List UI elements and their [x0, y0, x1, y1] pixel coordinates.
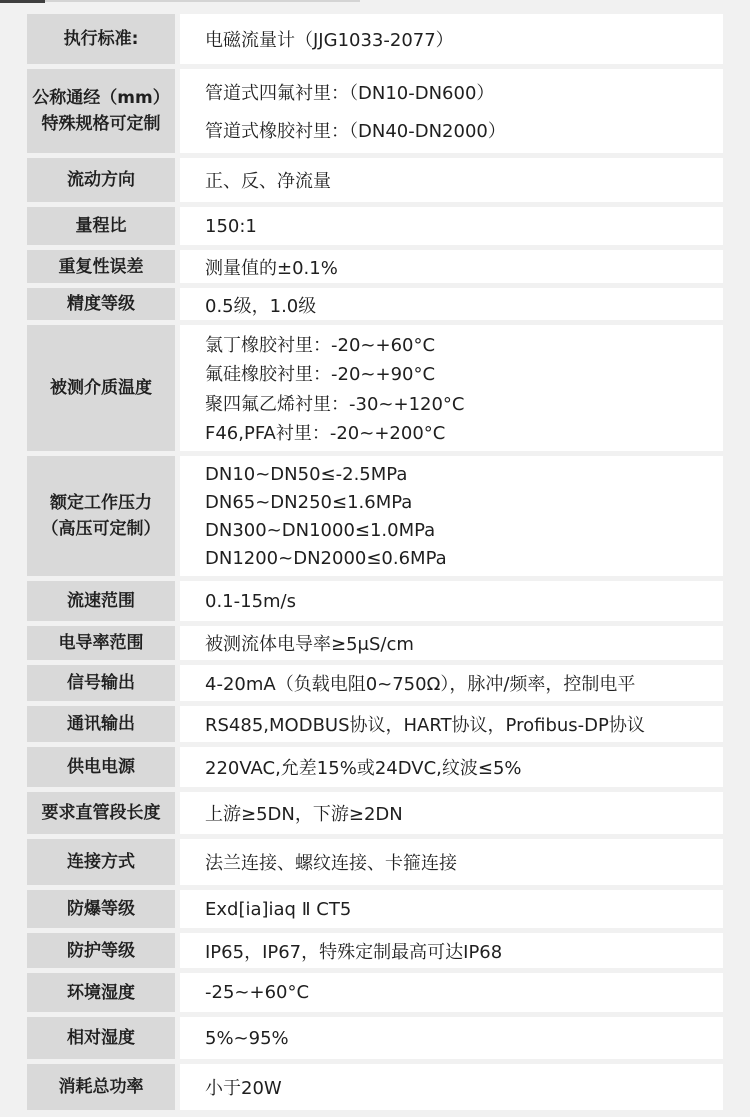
- spec-row-signal-output: [27, 665, 723, 701]
- spec-value-text: RS485,MODBUS协议，HART协议，Profibus-DP协议: [205, 715, 645, 736]
- spec-value: [180, 973, 723, 1012]
- spec-value: [180, 665, 723, 701]
- spec-row-connection-type: [27, 839, 723, 885]
- spec-value: [180, 456, 723, 576]
- spec-value-text: F46,PFA衬里：-20~+200°C: [205, 423, 446, 445]
- spec-label-text: 连接方式: [67, 852, 135, 872]
- spec-label-text: 额定工作压力: [50, 493, 152, 513]
- spec-label: [27, 250, 175, 283]
- spec-label-text: 信号输出: [67, 673, 135, 693]
- spec-value: [180, 1064, 723, 1110]
- spec-value-text: -25~+60°C: [205, 982, 310, 1003]
- spec-value-text: 氟硅橡胶衬里：-20~+90°C: [205, 364, 436, 386]
- spec-row-velocity-range: [27, 581, 723, 621]
- spec-value: [180, 933, 723, 968]
- spec-row-power-supply: [27, 747, 723, 787]
- spec-value-text: Exd[ia]iaq Ⅱ CT5: [205, 898, 352, 920]
- spec-value-text: 正、反、净流量: [205, 171, 331, 192]
- spec-value-text: 220VAC,允差15%或24DVC,纹波≤5%: [205, 758, 522, 779]
- spec-value-text: 法兰连接、螺纹连接、卡箍连接: [205, 853, 457, 874]
- spec-value-text: 聚四氟乙烯衬里：-30~+120°C: [205, 393, 465, 415]
- spec-label-text: 防爆等级: [67, 899, 135, 919]
- spec-value: [180, 581, 723, 621]
- spec-label-text: 环境湿度: [67, 982, 135, 1003]
- spec-value-text: DN10~DN50≤-2.5MPa: [205, 463, 408, 485]
- spec-label-text: 电导率范围: [58, 633, 144, 653]
- spec-label: [27, 706, 175, 742]
- spec-label-text: 特殊规格可定制: [41, 114, 161, 134]
- spec-label-text: 量程比: [75, 216, 127, 236]
- spec-label: [27, 973, 175, 1012]
- spec-row-working-pressure: [27, 456, 723, 576]
- spec-value-text: 电磁流量计（JJG1033-2077）: [205, 30, 454, 51]
- spec-value: [180, 890, 723, 928]
- spec-value: [180, 792, 723, 834]
- spec-value: [180, 325, 723, 451]
- spec-row-total-power-consumption: [27, 1064, 723, 1110]
- spec-value: [180, 207, 723, 245]
- spec-value-text: 4-20mA（负载电阻0~750Ω），脉冲/频率，控制电平: [205, 674, 636, 695]
- spec-label-text: 流动方向: [67, 170, 135, 190]
- spec-label: [27, 792, 175, 834]
- spec-row-accuracy-class: [27, 288, 723, 320]
- spec-label: [27, 14, 175, 64]
- spec-value-text: 测量值的±0.1%: [205, 258, 338, 279]
- spec-label-text: 通讯输出: [67, 714, 135, 734]
- spec-value: [180, 69, 723, 153]
- spec-label: [27, 158, 175, 202]
- spec-label-text: 相对湿度: [67, 1028, 135, 1048]
- spec-value-text: 小于20W: [205, 1078, 282, 1099]
- spec-value: [180, 626, 723, 660]
- spec-label: [27, 890, 175, 928]
- spec-value: [180, 706, 723, 742]
- spec-value-text: 被测流体电导率≥5μS/cm: [205, 634, 414, 655]
- spec-label: [27, 456, 175, 576]
- spec-row-protection-rating: [27, 933, 723, 968]
- spec-value-text: 0.1-15m/s: [205, 590, 297, 612]
- spec-label-text: （高压可定制）: [41, 519, 161, 539]
- spec-value-text: DN65~DN250≤1.6MPa: [205, 491, 413, 513]
- spec-row-ambient-temperature: [27, 973, 723, 1012]
- spec-label: [27, 839, 175, 885]
- spec-label-text: 公称通经（mm）: [32, 88, 170, 108]
- spec-row-repeatability-error: [27, 250, 723, 283]
- spec-value: [180, 288, 723, 320]
- spec-value-text: IP65，IP67，特殊定制最高可达IP68: [205, 941, 503, 963]
- spec-value-text: 5%~95%: [205, 1027, 289, 1049]
- spec-row-communication-output: [27, 706, 723, 742]
- spec-label: [27, 1017, 175, 1059]
- spec-row-flow-direction: [27, 158, 723, 202]
- spec-label-text: 执行标准:: [63, 29, 139, 49]
- spec-label: [27, 1064, 175, 1110]
- spec-value-text: 上游≥5DN，下游≥2DN: [205, 804, 403, 825]
- spec-value: [180, 158, 723, 202]
- spec-label: [27, 325, 175, 451]
- spec-value-text: 氯丁橡胶衬里：-20~+60°C: [205, 334, 436, 356]
- spec-label-text: 被测介质温度: [50, 378, 152, 398]
- spec-label: [27, 747, 175, 787]
- spec-label: [27, 626, 175, 660]
- spec-row-medium-temperature: [27, 325, 723, 451]
- spec-label: [27, 581, 175, 621]
- spec-label: [27, 665, 175, 701]
- spec-label: [27, 288, 175, 320]
- spec-value: [180, 1017, 723, 1059]
- spec-row-explosion-proof-rating: [27, 890, 723, 928]
- spec-table: [27, 14, 723, 1115]
- spec-value: [180, 14, 723, 64]
- spec-value-text: 0.5级，1.0级: [205, 296, 317, 317]
- spec-row-nominal-diameter: [27, 69, 723, 153]
- spec-row-straight-pipe-length: [27, 792, 723, 834]
- spec-row-conductivity-range: [27, 626, 723, 660]
- spec-value: [180, 250, 723, 283]
- spec-label-text: 重复性误差: [58, 256, 144, 277]
- spec-label-text: 精度等级: [67, 294, 135, 314]
- spec-label-text: 供电电源: [67, 757, 135, 777]
- spec-label-text: 消耗总功率: [58, 1077, 144, 1097]
- spec-value-text: 管道式橡胶衬里：（DN40-DN2000）: [205, 121, 506, 142]
- spec-value-text: DN1200~DN2000≤0.6MPa: [205, 547, 447, 569]
- top-edge-artifact-dark: [0, 0, 45, 3]
- top-edge-artifact-line: [45, 0, 360, 2]
- spec-row-executive-standard: [27, 14, 723, 64]
- spec-value-text: 150:1: [205, 215, 257, 237]
- spec-label: [27, 207, 175, 245]
- spec-label-text: 流速范围: [67, 591, 135, 611]
- spec-value-text: DN300~DN1000≤1.0MPa: [205, 519, 436, 541]
- spec-value: [180, 747, 723, 787]
- spec-row-relative-humidity: [27, 1017, 723, 1059]
- spec-label-text: 要求直管段长度: [41, 803, 161, 823]
- spec-label: [27, 933, 175, 968]
- spec-label-text: 防护等级: [67, 940, 135, 961]
- spec-value-text: 管道式四氟衬里：（DN10-DN600）: [205, 83, 495, 104]
- spec-row-turndown-ratio: [27, 207, 723, 245]
- spec-value: [180, 839, 723, 885]
- spec-label: [27, 69, 175, 153]
